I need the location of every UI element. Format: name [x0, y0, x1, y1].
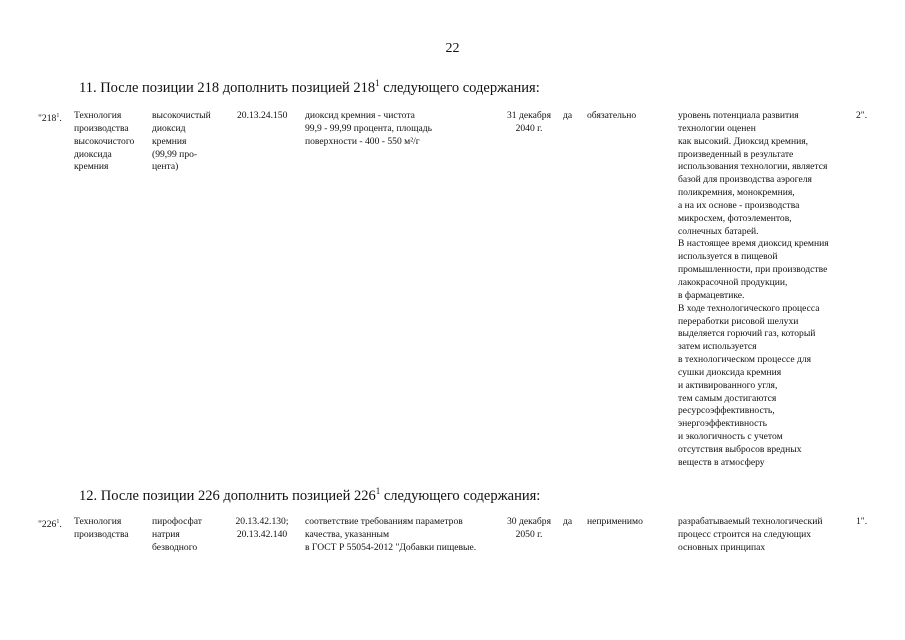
product-cell: высокочистый диоксид кремния (99,99 про- цента) — [152, 110, 211, 173]
heading-tail: следующего содержания: — [379, 79, 540, 96]
characteristics-cell: диоксид кремния - чистота 99,9 - 99,99 процента, площадь поверхности - 400 - 550 м²/г — [305, 110, 433, 147]
description-cell: уровень потенциала развития технологии оценен как высокий. Диоксид кремния, произведенный в результате использования технологии, является базой для производства аэрогеля поликремния, монокремния, а на их основе - производства микросхем, фотоэлементов, солнечных батарей. В настоящее время диоксид кремния используется в пищевой промышленности, при производстве лакокрасочной продукции, в фармацевтике. В ходе технологического процесса переработки рисовой шелухи выделяется горючий газ, который затем используется в технологическом процессе для сушки диоксида кремния и активированного угля, тем самым достигаются ресурсоэффективность, энергоэффективность и экологичность с учетом отсутствия выбросов вредных веществ в атмосферу — [678, 110, 829, 468]
deadline-date-cell: 31 декабря 2040 г. — [507, 110, 551, 134]
level-cell: 1". — [856, 516, 868, 527]
characteristics-cell: соответствие требованиям параметров качества, указанным в ГОСТ Р 55054-2012 "Добавки пищевые. — [305, 516, 477, 553]
technology-cell: Технология производства высокочистого диоксида кремния — [74, 110, 135, 173]
level-cell: 2". — [856, 110, 868, 121]
flag-cell: да — [563, 516, 573, 527]
heading-superscript: 1 — [375, 486, 381, 496]
requirement-cell: неприменимо — [587, 516, 643, 527]
position-cell: "$218^1$. — [38, 113, 62, 125]
heading-tail: следующего содержания: — [380, 487, 541, 504]
section-11-heading — [79, 78, 540, 97]
heading-text: 11. После позиции 218 дополнить позицией 218 — [79, 79, 376, 96]
code-cell: 20.13.24.150 — [237, 110, 288, 121]
heading-superscript: 1 — [375, 78, 380, 88]
code-cell: 20.13.42.130; 20.13.42.140 — [235, 516, 289, 540]
deadline-date-cell: 30 декабря 2050 г. — [507, 516, 551, 540]
technology-cell: Технология производства — [74, 516, 129, 540]
product-cell: пирофосфат натрия безводного — [152, 516, 202, 553]
description-cell: разрабатываемый технологический процесс строится на следующих основных принципах — [678, 516, 823, 553]
heading-text: 12. После позиции 226 дополнить позицией 226 — [79, 487, 376, 504]
requirement-cell: обязательно — [587, 110, 637, 121]
page-number: 22 — [445, 41, 460, 56]
flag-cell: да — [563, 110, 573, 121]
position-cell: "$226^1$. — [38, 519, 62, 531]
section-12-heading — [79, 486, 540, 505]
